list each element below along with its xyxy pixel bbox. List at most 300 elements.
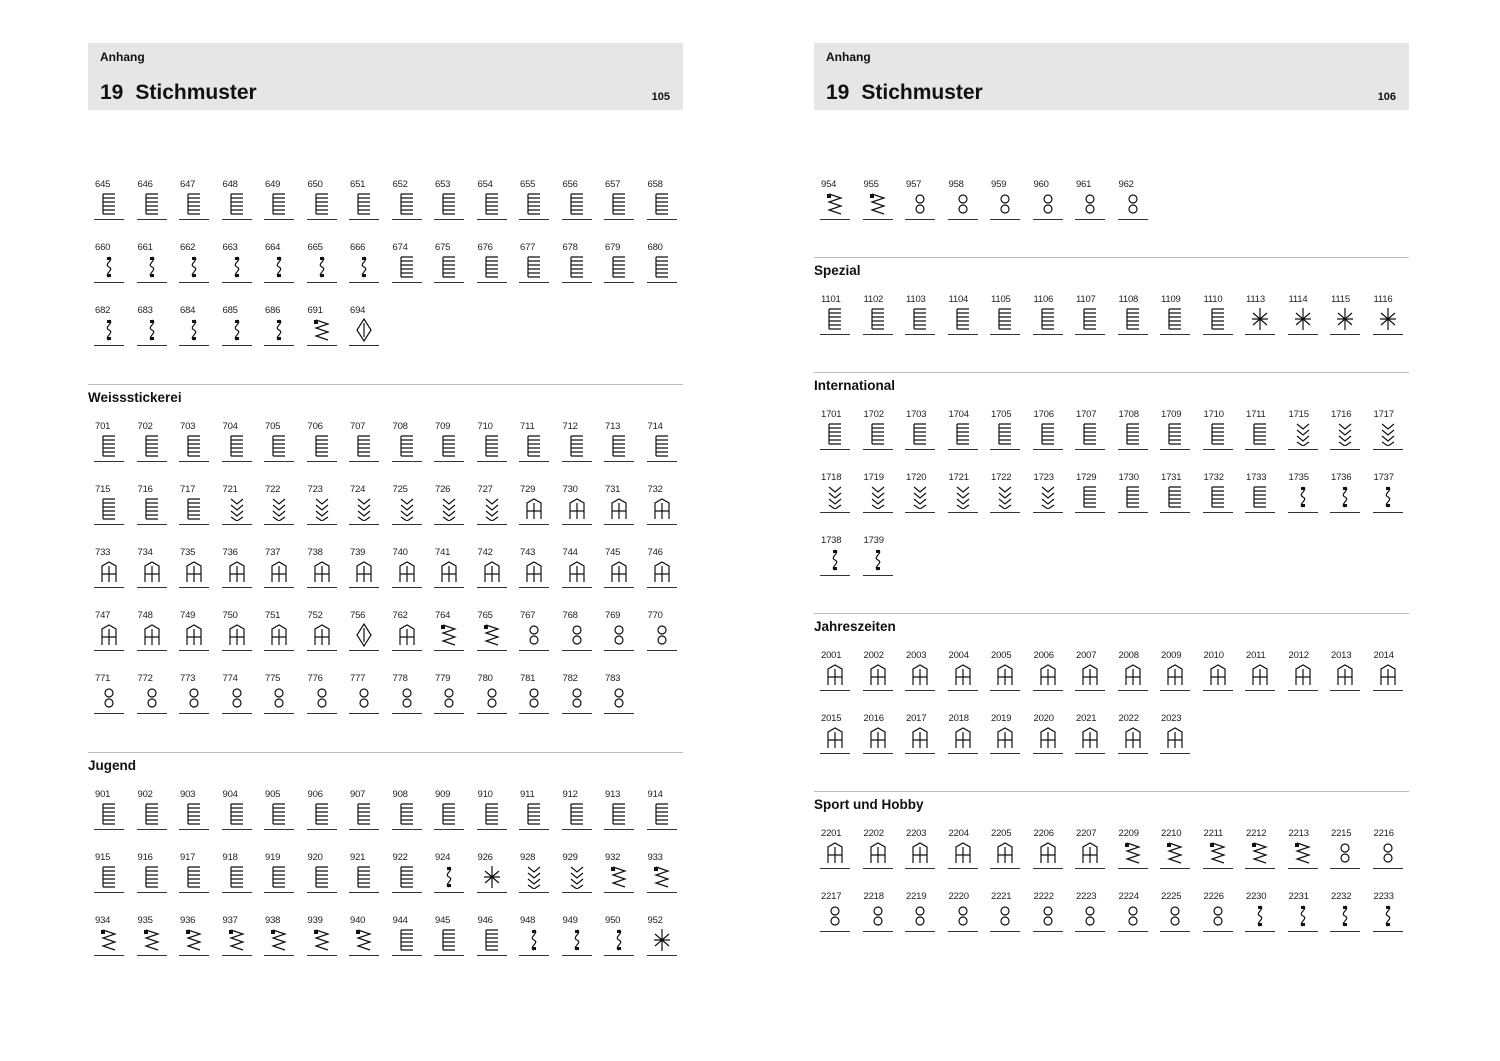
stitch-baseline	[222, 461, 252, 462]
stitch-pattern-icon	[184, 560, 204, 584]
stitch-baseline	[264, 955, 294, 956]
stitch-cell	[1033, 713, 1063, 754]
stitch-group	[814, 372, 1409, 546]
stitch-number: 1735	[1288, 472, 1309, 483]
stitch-pattern-icon	[354, 928, 374, 952]
stitch-number: 932	[605, 852, 621, 863]
stitch-pattern-icon	[227, 802, 247, 826]
stitch-pattern-icon	[142, 686, 162, 710]
stitch-group	[88, 752, 683, 926]
stitch-cell	[94, 547, 124, 588]
stitch-baseline	[604, 955, 634, 956]
stitch-cell	[264, 789, 294, 830]
stitch-cell	[477, 610, 507, 651]
stitch-baseline	[1075, 449, 1105, 450]
stitch-cell	[222, 852, 252, 893]
stitch-cell	[222, 242, 252, 283]
stitch-baseline	[349, 219, 379, 220]
stitch-pattern-icon	[312, 623, 332, 647]
stitch-number: 712	[562, 421, 578, 432]
stitch-pattern-icon	[142, 560, 162, 584]
stitch-baseline	[137, 524, 167, 525]
stitch-baseline	[647, 955, 677, 956]
stitch-number: 1716	[1331, 409, 1352, 420]
page-right	[814, 0, 1409, 1061]
stitch-number: 747	[95, 610, 111, 621]
stitch-pattern-icon	[397, 623, 417, 647]
stitch-number: 922	[392, 852, 408, 863]
stitch-pattern-icon	[439, 623, 459, 647]
stitch-cell	[604, 915, 634, 956]
stitch-pattern-icon	[269, 192, 289, 216]
stitch-baseline	[179, 219, 209, 220]
stitch-grid	[820, 179, 1403, 220]
stitch-pattern-icon	[312, 560, 332, 584]
stitch-number: 744	[562, 547, 578, 558]
stitch-baseline	[562, 650, 592, 651]
stitch-pattern-icon	[1250, 841, 1270, 865]
stitch-pattern-icon	[142, 497, 162, 521]
stitch-number: 739	[350, 547, 366, 558]
stitch-baseline	[990, 512, 1020, 513]
stitch-group	[814, 257, 1409, 305]
stitch-cell	[264, 242, 294, 283]
stitch-pattern-icon	[1293, 485, 1313, 509]
stitch-baseline	[392, 219, 422, 220]
stitch-cell	[222, 484, 252, 525]
stitch-pattern-icon	[99, 192, 119, 216]
stitch-cell	[647, 421, 677, 462]
stitch-pattern-icon	[1378, 422, 1398, 446]
stitch-pattern-icon	[1250, 663, 1270, 687]
stitch-number: 717	[180, 484, 196, 495]
stitch-number: 958	[948, 179, 964, 190]
stitch-baseline	[94, 524, 124, 525]
stitch-baseline	[604, 892, 634, 893]
stitch-baseline	[604, 829, 634, 830]
stitch-pattern-icon	[1123, 192, 1143, 216]
stitch-number: 781	[520, 673, 536, 684]
stitch-number: 2215	[1331, 828, 1352, 839]
stitch-number: 1702	[863, 409, 884, 420]
stitch-number: 1708	[1118, 409, 1139, 420]
stitch-number: 1113	[1246, 294, 1265, 305]
stitch-cell	[647, 610, 677, 651]
stitch-number: 2012	[1288, 650, 1309, 661]
stitch-baseline	[307, 461, 337, 462]
stitch-pattern-icon	[1250, 307, 1270, 331]
stitch-cell	[434, 610, 464, 651]
stitch-pattern-icon	[1335, 841, 1355, 865]
stitch-cell	[477, 179, 507, 220]
stitch-pattern-icon	[953, 663, 973, 687]
stitch-pattern-icon	[524, 865, 544, 889]
stitch-baseline	[1373, 931, 1403, 932]
stitch-cell	[477, 852, 507, 893]
stitch-baseline	[179, 345, 209, 346]
stitch-cell	[179, 852, 209, 893]
stitch-cell	[94, 421, 124, 462]
stitch-number: 1731	[1161, 472, 1182, 483]
stitch-pattern-icon	[439, 802, 459, 826]
stitch-cell	[905, 409, 935, 450]
stitch-baseline	[948, 931, 978, 932]
stitch-number: 949	[562, 915, 578, 926]
stitch-number: 767	[520, 610, 536, 621]
stitch-baseline	[222, 713, 252, 714]
stitch-cell	[647, 484, 677, 525]
stitch-pattern-icon	[652, 865, 672, 889]
stitch-pattern-icon	[1165, 904, 1185, 928]
stitch-number: 2202	[863, 828, 884, 839]
stitch-number: 2002	[863, 650, 884, 661]
stitch-baseline	[990, 219, 1020, 220]
stitch-pattern-icon	[312, 434, 332, 458]
stitch-baseline	[179, 713, 209, 714]
stitch-cell	[519, 547, 549, 588]
stitch-cell	[392, 242, 422, 283]
stitch-pattern-icon	[312, 865, 332, 889]
stitch-pattern-icon	[868, 485, 888, 509]
stitch-cell	[604, 673, 634, 714]
stitch-baseline	[94, 461, 124, 462]
stitch-baseline	[1033, 931, 1063, 932]
stitch-pattern-icon	[142, 192, 162, 216]
stitch-baseline	[562, 892, 592, 893]
stitch-baseline	[349, 892, 379, 893]
stitch-cell	[1118, 713, 1148, 754]
stitch-pattern-icon	[1250, 904, 1270, 928]
stitch-baseline	[137, 829, 167, 830]
stitch-number: 645	[95, 179, 111, 190]
stitch-pattern-icon	[1293, 307, 1313, 331]
stitch-number: 742	[477, 547, 493, 558]
stitch-cell	[179, 915, 209, 956]
stitch-baseline	[264, 345, 294, 346]
stitch-cell	[1118, 828, 1148, 869]
stitch-baseline	[1245, 868, 1275, 869]
stitch-baseline	[477, 650, 507, 651]
stitch-pattern-icon	[354, 318, 374, 342]
stitch-baseline	[905, 449, 935, 450]
stitch-number: 1739	[863, 535, 884, 546]
stitch-number: 779	[435, 673, 451, 684]
stitch-pattern-icon	[99, 865, 119, 889]
stitch-pattern-icon	[995, 192, 1015, 216]
stitch-baseline	[1075, 219, 1105, 220]
stitch-pattern-icon	[825, 307, 845, 331]
stitch-number: 1704	[948, 409, 969, 420]
stitch-pattern-icon	[910, 192, 930, 216]
stitch-number: 769	[605, 610, 621, 621]
stitch-pattern-icon	[354, 255, 374, 279]
stitch-number: 780	[477, 673, 493, 684]
stitch-cell	[349, 547, 379, 588]
stitch-cell	[349, 915, 379, 956]
stitch-baseline	[820, 334, 850, 335]
stitch-baseline	[1203, 690, 1233, 691]
stitch-baseline	[264, 829, 294, 830]
stitch-baseline	[179, 282, 209, 283]
stitch-baseline	[307, 892, 337, 893]
stitch-pattern-icon	[142, 802, 162, 826]
stitch-number: 945	[435, 915, 451, 926]
stitch-baseline	[1373, 334, 1403, 335]
stitch-cell	[477, 421, 507, 462]
stitch-baseline	[94, 650, 124, 651]
stitch-number: 2008	[1118, 650, 1139, 661]
stitch-number: 920	[307, 852, 323, 863]
stitch-cell	[820, 828, 850, 869]
stitch-number: 656	[562, 179, 578, 190]
stitch-baseline	[1330, 334, 1360, 335]
stitch-baseline	[1288, 931, 1318, 932]
stitch-pattern-icon	[1165, 422, 1185, 446]
stitch-baseline	[604, 650, 634, 651]
stitch-cell	[1033, 891, 1063, 932]
stitch-baseline	[264, 713, 294, 714]
stitch-pattern-icon	[142, 434, 162, 458]
stitch-pattern-icon	[312, 497, 332, 521]
stitch-number: 2225	[1161, 891, 1182, 902]
stitch-number: 2233	[1373, 891, 1394, 902]
stitch-pattern-icon	[482, 686, 502, 710]
stitch-number: 909	[435, 789, 451, 800]
stitch-number: 902	[137, 789, 153, 800]
stitch-baseline	[990, 449, 1020, 450]
stitch-pattern-icon	[1208, 663, 1228, 687]
stitch-number: 908	[392, 789, 408, 800]
stitch-cell	[434, 789, 464, 830]
stitch-number: 1729	[1076, 472, 1097, 483]
group-heading: International	[814, 378, 896, 393]
stitch-cell	[647, 789, 677, 830]
stitch-baseline	[519, 461, 549, 462]
stitch-cell	[179, 610, 209, 651]
stitch-number: 677	[520, 242, 536, 253]
stitch-number: 751	[265, 610, 281, 621]
stitch-baseline	[1245, 449, 1275, 450]
stitch-baseline	[647, 219, 677, 220]
stitch-cell	[519, 242, 549, 283]
stitch-baseline	[519, 892, 549, 893]
stitch-number: 2010	[1203, 650, 1224, 661]
stitch-cell	[392, 484, 422, 525]
stitch-pattern-icon	[1038, 307, 1058, 331]
stitch-pattern-icon	[227, 434, 247, 458]
stitch-cell	[264, 915, 294, 956]
stitch-baseline	[392, 892, 422, 893]
stitch-number: 1705	[991, 409, 1012, 420]
stitch-number: 725	[392, 484, 408, 495]
stitch-pattern-icon	[825, 841, 845, 865]
stitch-cell	[820, 409, 850, 450]
stitch-number: 1707	[1076, 409, 1097, 420]
stitch-cell	[307, 242, 337, 283]
stitch-cell	[948, 294, 978, 335]
stitch-cell	[562, 673, 592, 714]
stitch-baseline	[1245, 931, 1275, 932]
stitch-pattern-icon	[1378, 904, 1398, 928]
stitch-cell	[604, 852, 634, 893]
stitch-cell	[905, 650, 935, 691]
stitch-number: 1736	[1331, 472, 1352, 483]
stitch-baseline	[604, 587, 634, 588]
stitch-baseline	[1160, 868, 1190, 869]
stitch-cell	[905, 713, 935, 754]
stitch-number: 778	[392, 673, 408, 684]
stitch-baseline	[137, 650, 167, 651]
stitch-number: 2007	[1076, 650, 1097, 661]
stitch-pattern-icon	[99, 255, 119, 279]
stitch-cell	[137, 305, 167, 346]
stitch-cell	[222, 673, 252, 714]
stitch-pattern-icon	[953, 485, 973, 509]
stitch-pattern-icon	[482, 928, 502, 952]
stitch-baseline	[1118, 931, 1148, 932]
stitch-pattern-icon	[953, 726, 973, 750]
stitch-baseline	[519, 650, 549, 651]
stitch-number: 2015	[821, 713, 842, 724]
stitch-number: 2219	[906, 891, 927, 902]
stitch-number: 748	[137, 610, 153, 621]
stitch-number: 926	[477, 852, 493, 863]
stitch-cell	[349, 421, 379, 462]
stitch-pattern-icon	[397, 560, 417, 584]
stitch-cell	[94, 179, 124, 220]
stitch-baseline	[477, 219, 507, 220]
stitch-baseline	[1075, 334, 1105, 335]
stitch-cell	[307, 610, 337, 651]
stitch-baseline	[863, 753, 893, 754]
stitch-number: 957	[906, 179, 922, 190]
stitch-baseline	[179, 650, 209, 651]
stitch-cell	[905, 294, 935, 335]
stitch-cell	[863, 179, 893, 220]
stitch-baseline	[562, 955, 592, 956]
stitch-baseline	[905, 690, 935, 691]
stitch-pattern-icon	[269, 865, 289, 889]
stitch-baseline	[1118, 512, 1148, 513]
stitch-number: 916	[137, 852, 153, 863]
stitch-pattern-icon	[567, 865, 587, 889]
stitch-cell	[349, 852, 379, 893]
stitch-cell	[863, 713, 893, 754]
stitch-pattern-icon	[1165, 726, 1185, 750]
stitch-cell	[179, 179, 209, 220]
stitch-baseline	[1330, 512, 1360, 513]
stitch-baseline	[519, 219, 549, 220]
stitch-pattern-icon	[609, 802, 629, 826]
stitch-number: 664	[265, 242, 281, 253]
stitch-cell	[1118, 650, 1148, 691]
stitch-number: 928	[520, 852, 536, 863]
stitch-cell	[1118, 409, 1148, 450]
stitch-number: 938	[265, 915, 281, 926]
stitch-baseline	[94, 892, 124, 893]
stitch-pattern-icon	[953, 307, 973, 331]
stitch-cell	[948, 891, 978, 932]
stitch-cell	[222, 547, 252, 588]
stitch-baseline	[137, 282, 167, 283]
stitch-cell	[1075, 828, 1105, 869]
stitch-baseline	[863, 219, 893, 220]
stitch-cell	[1033, 828, 1063, 869]
stitch-number: 2207	[1076, 828, 1097, 839]
stitch-cell	[392, 852, 422, 893]
stitch-number: 2216	[1373, 828, 1394, 839]
stitch-baseline	[519, 829, 549, 830]
stitch-pattern-icon	[397, 255, 417, 279]
stitch-cell	[434, 179, 464, 220]
stitch-baseline	[222, 345, 252, 346]
stitch-cell	[647, 242, 677, 283]
stitch-baseline	[1203, 868, 1233, 869]
stitch-baseline	[1033, 753, 1063, 754]
stitch-pattern-icon	[1208, 422, 1228, 446]
stitch-baseline	[434, 892, 464, 893]
stitch-cell	[1203, 650, 1233, 691]
stitch-number: 648	[222, 179, 238, 190]
stitch-cell	[349, 242, 379, 283]
stitch-number: 674	[392, 242, 408, 253]
stitch-cell	[863, 535, 893, 576]
stitch-cell	[1118, 294, 1148, 335]
stitch-number: 703	[180, 421, 196, 432]
stitch-pattern-icon	[652, 434, 672, 458]
stitch-cell	[1288, 891, 1318, 932]
stitch-pattern-icon	[652, 802, 672, 826]
stitch-pattern-icon	[825, 192, 845, 216]
stitch-pattern-icon	[269, 497, 289, 521]
stitch-pattern-icon	[995, 841, 1015, 865]
stitch-pattern-icon	[184, 865, 204, 889]
stitch-cell	[1330, 828, 1360, 869]
stitch-baseline	[905, 219, 935, 220]
stitch-baseline	[1033, 690, 1063, 691]
stitch-number: 745	[605, 547, 621, 558]
stitch-number: 2212	[1246, 828, 1267, 839]
stitch-baseline	[349, 587, 379, 588]
stitch-pattern-icon	[868, 307, 888, 331]
stitch-baseline	[434, 219, 464, 220]
stitch-baseline	[562, 713, 592, 714]
stitch-baseline	[94, 345, 124, 346]
stitch-cell	[477, 484, 507, 525]
stitch-cell	[1203, 828, 1233, 869]
stitch-baseline	[94, 219, 124, 220]
page-number: 105	[651, 91, 670, 103]
stitch-number: 772	[137, 673, 153, 684]
stitch-baseline	[820, 449, 850, 450]
stitch-baseline	[1160, 334, 1190, 335]
stitch-number: 650	[307, 179, 323, 190]
stitch-pattern-icon	[227, 865, 247, 889]
stitch-cell	[264, 421, 294, 462]
stitch-pattern-icon	[354, 497, 374, 521]
stitch-number: 647	[180, 179, 196, 190]
stitch-pattern-icon	[482, 192, 502, 216]
stitch-number: 2221	[991, 891, 1012, 902]
stitch-pattern-icon	[1123, 841, 1143, 865]
stitch-pattern-icon	[1080, 841, 1100, 865]
stitch-number: 776	[307, 673, 323, 684]
stitch-pattern-icon	[609, 686, 629, 710]
stitch-pattern-icon	[269, 255, 289, 279]
stitch-baseline	[820, 512, 850, 513]
stitch-baseline	[94, 587, 124, 588]
stitch-cell	[1160, 828, 1190, 869]
